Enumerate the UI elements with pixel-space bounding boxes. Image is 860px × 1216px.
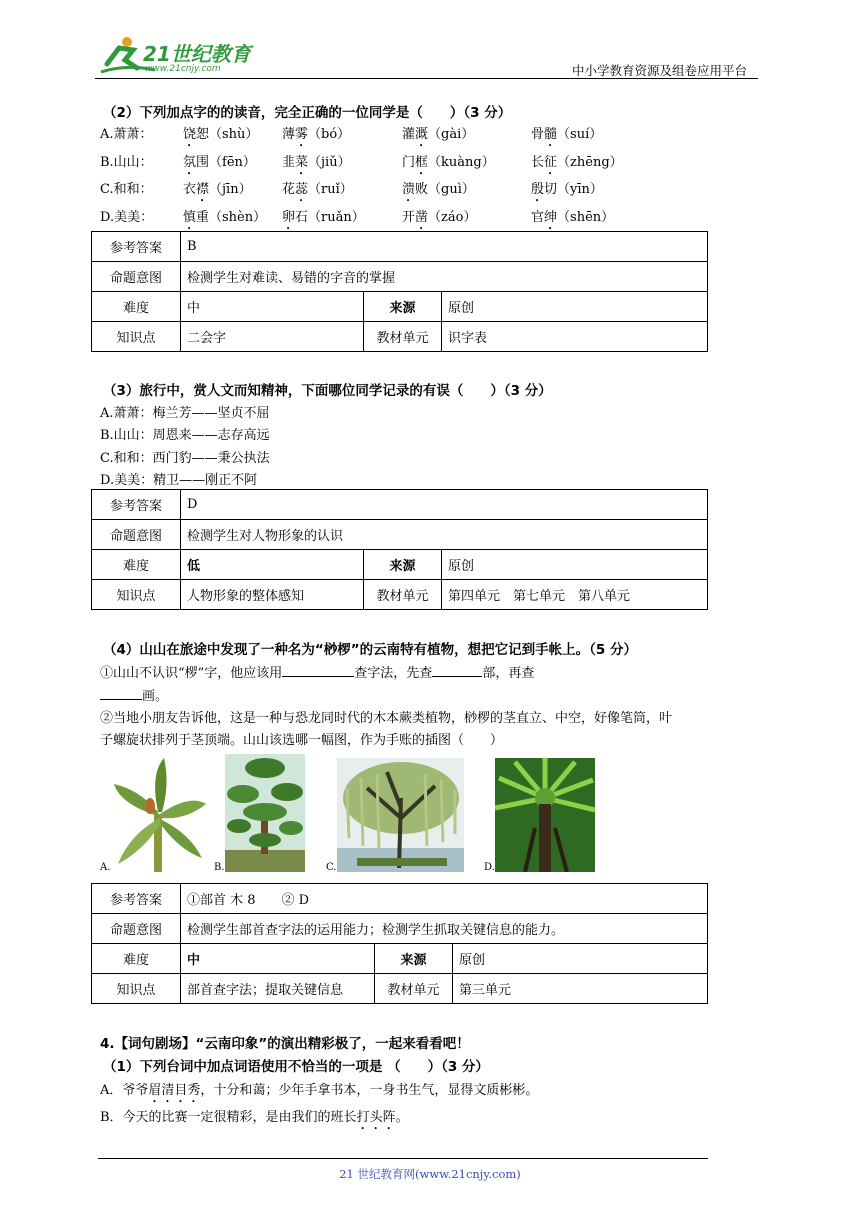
item-post: （suí） [557, 127, 603, 142]
intent-label: 命题意图 [92, 914, 181, 944]
section4-option-b [100, 1106, 409, 1133]
q2-option-item [282, 178, 353, 205]
unit-value: 识字表 [442, 322, 708, 352]
image-label-c: C. [326, 862, 337, 873]
item-pre: 韭 [282, 155, 296, 170]
item-pre: 灌 [402, 127, 416, 142]
item-dotted-char: 襟 [196, 182, 210, 197]
option-b-post: 。 [395, 1110, 409, 1125]
item-dotted-char: 饶 [183, 127, 197, 142]
logo-text: 21世纪教育 [143, 42, 251, 66]
item-pre: 开 [402, 210, 416, 225]
item-post: 石（ruǎn） [295, 210, 365, 225]
item-post: （shēn） [557, 210, 615, 225]
item-dotted-char: 凿 [415, 210, 429, 225]
item-dotted-char: 溉 [415, 127, 429, 142]
header-divider [95, 78, 758, 79]
q2-option-item [531, 206, 614, 233]
unit-value: 第三单元 [453, 974, 708, 1004]
item-post: （jīn） [209, 182, 252, 197]
item-dotted-char: 溃 [402, 182, 416, 197]
difficulty-value: 低 [181, 550, 364, 580]
item-post: （záo） [428, 210, 477, 225]
item-post: 败（guì） [415, 182, 475, 197]
q3-option-b: B.山山：周恩来——志存高远 [100, 428, 270, 443]
unit-label: 教材单元 [375, 974, 453, 1004]
q3-title: （3）旅行中，赏人文而知精神，下面哪位同学记录的有误（ ）（3 分） [103, 383, 552, 399]
item-dotted-char: 雾 [295, 127, 309, 142]
q2-option-item [531, 123, 602, 150]
q2-option-item [282, 151, 351, 178]
unit-label: 教材单元 [364, 580, 442, 610]
intent-value: 检测学生对难读、易错的字音的掌握 [181, 262, 708, 292]
q2-option-item [402, 123, 474, 150]
option-a-pre: A．爷爷 [100, 1083, 149, 1098]
item-post: 恕（shù） [196, 127, 259, 142]
q2-option-item [282, 123, 350, 150]
difficulty-label: 难度 [92, 550, 181, 580]
blank-strokes[interactable] [100, 699, 142, 700]
q4-line1 [100, 662, 534, 681]
knowledge-value: 二会字 [181, 322, 364, 352]
q2-option-item [183, 151, 256, 178]
option-b-pre: B．今天的比赛一定很精彩，是由我们的班长 [100, 1110, 357, 1125]
item-dotted-char: 菜 [295, 155, 309, 170]
source-label: 来源 [364, 550, 442, 580]
knowledge-label: 知识点 [92, 974, 181, 1004]
item-dotted-char: 氛 [183, 155, 197, 170]
q2-option-item [282, 206, 365, 233]
knowledge-label: 知识点 [92, 580, 181, 610]
item-dotted-char: 卵 [282, 210, 296, 225]
source-label: 来源 [375, 944, 453, 974]
item-pre: 官 [531, 210, 545, 225]
q2-option-item [183, 178, 252, 205]
intent-label: 命题意图 [92, 520, 181, 550]
item-pre: 衣 [183, 182, 197, 197]
item-pre: 花 [282, 182, 296, 197]
answer-label: 参考答案 [92, 232, 181, 262]
q4-line1-a: ①山山不认识“椤”字，他应该用 [100, 666, 283, 681]
difficulty-label: 难度 [92, 944, 181, 974]
item-pre: 薄 [282, 127, 296, 142]
source-value: 原创 [453, 944, 708, 974]
item-dotted-char: 蕊 [295, 182, 309, 197]
item-post: 重（shèn） [196, 210, 267, 225]
q2-row-label: A.萧萧： [100, 127, 153, 142]
q4-answer-table [91, 883, 708, 1004]
image-willow-tree[interactable] [337, 758, 464, 872]
q2-option-item [183, 206, 266, 233]
intent-value: 检测学生部首查字法的运用能力；检测学生抓取关键信息的能力。 [181, 914, 708, 944]
image-label-d: D. [484, 862, 495, 873]
q2-option-item [402, 151, 495, 178]
option-a-post: ，十分和蔼；少年手拿书本，一身书生气，显得文质彬彬。 [200, 1083, 539, 1098]
q4-para2: 子螺旋状排列于茎顶端。山山该选哪一幅图，作为手账的插图（ ） [100, 733, 504, 748]
item-post: （bó） [308, 127, 351, 142]
header-platform-text: 中小学教育资源及组卷应用平台 [572, 63, 748, 78]
option-b-dotted: 打头阵 [356, 1110, 396, 1125]
difficulty-label: 难度 [92, 292, 181, 322]
blank-radical[interactable] [432, 676, 482, 677]
option-a-dotted: 眉清目秀 [148, 1083, 201, 1098]
item-pre: 骨 [531, 127, 545, 142]
section4-title: 4.【词句剧场】“云南印象”的演出精彩极了，一起来看看吧！ [100, 1036, 470, 1052]
item-post: 切（yīn） [544, 182, 603, 197]
image-banana-plant[interactable] [110, 754, 208, 872]
item-post: （jiǔ） [308, 155, 351, 170]
logo-url: www.21cnjy.com [145, 64, 221, 74]
knowledge-value: 人物形象的整体感知 [181, 580, 364, 610]
knowledge-value: 部首查字法；提取关键信息 [181, 974, 375, 1004]
image-label-b: B. [214, 862, 225, 873]
item-dotted-char: 慎 [183, 210, 197, 225]
answer-label: 参考答案 [92, 490, 181, 520]
q2-option-item [531, 178, 603, 205]
answer-label: 参考答案 [92, 884, 181, 914]
item-post: 围（fēn） [196, 155, 256, 170]
difficulty-value: 中 [181, 944, 375, 974]
unit-label: 教材单元 [364, 322, 442, 352]
item-post: （gài） [428, 127, 475, 142]
q2-option-item [183, 123, 258, 150]
q2-option-item [402, 178, 475, 205]
site-logo [95, 34, 260, 78]
item-pre: 门 [402, 155, 416, 170]
q2-answer-table [91, 231, 708, 352]
answer-value: ①部首 木 8 ② D [181, 884, 708, 914]
q4-line2 [100, 685, 168, 704]
item-post: （zhēng） [557, 155, 623, 170]
image-topiary-tree[interactable] [225, 754, 305, 872]
knowledge-label: 知识点 [92, 322, 181, 352]
blank-method[interactable] [282, 676, 354, 677]
item-pre: 长 [531, 155, 545, 170]
q4-line1-b: 查字法，先查 [354, 666, 433, 681]
q3-option-c: C.和和：西门豹——秉公执法 [100, 451, 270, 466]
q3-option-a: A.萧萧：梅兰芳——坚贞不屈 [100, 406, 270, 421]
image-label-a: A. [100, 862, 111, 873]
source-value: 原创 [442, 550, 708, 580]
section4-sub: （1）下列台词中加点词语使用不恰当的一项是 （ ）（3 分） [103, 1059, 489, 1075]
item-dotted-char: 征 [544, 155, 558, 170]
q2-row-label: B.山山： [100, 155, 153, 170]
q3-answer-table [91, 489, 708, 610]
item-dotted-char: 殷 [531, 182, 545, 197]
source-value: 原创 [442, 292, 708, 322]
item-post: （kuàng） [428, 155, 495, 170]
unit-value: 第四单元 第七单元 第八单元 [442, 580, 708, 610]
q4-para1: ②当地小朋友告诉他，这是一种与恐龙同时代的木本蕨类植物，桫椤的茎直立、中空，好像笔筒，叶 [100, 711, 673, 726]
item-dotted-char: 框 [415, 155, 429, 170]
q2-title: （2）下列加点字的的读音，完全正确的一位同学是（ ）（3 分） [103, 105, 512, 121]
q4-line1-c: 部，再查 [482, 666, 535, 681]
intent-label: 命题意图 [92, 262, 181, 292]
footer-text: 21 世纪教育网(www.21cnjy.com) [339, 1167, 521, 1181]
footer-divider [98, 1158, 708, 1159]
q2-row-label: D.美美： [100, 210, 154, 225]
intent-value: 检测学生对人物形象的认识 [181, 520, 708, 550]
section4-option-a [100, 1079, 538, 1106]
q2-row-label: C.和和： [100, 182, 153, 197]
difficulty-value: 中 [181, 292, 364, 322]
answer-value: D [181, 490, 708, 520]
q4-line2-text: 画。 [142, 689, 169, 704]
q3-option-d: D.美美：精卫——刚正不阿 [100, 473, 258, 488]
source-label: 来源 [364, 292, 442, 322]
q4-title: （4）山山在旅途中发现了一种名为“桫椤”的云南特有植物，想把它记到手帐上。（5 分） [103, 642, 637, 658]
item-dotted-char: 髓 [544, 127, 558, 142]
image-tree-fern[interactable] [495, 758, 595, 872]
item-post: （ruǐ） [308, 182, 353, 197]
answer-value: B [181, 232, 708, 262]
q2-option-item [402, 206, 476, 233]
item-dotted-char: 绅 [544, 210, 558, 225]
q2-option-item [531, 151, 623, 178]
